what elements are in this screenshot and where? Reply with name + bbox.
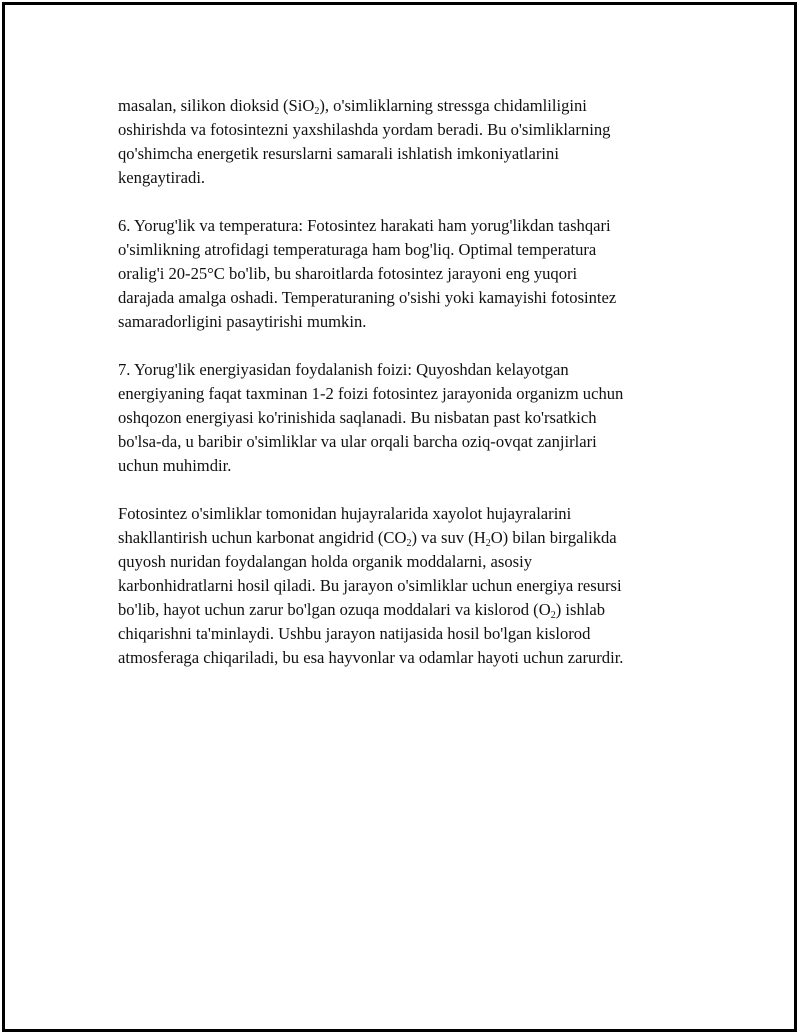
text-line [118, 94, 698, 118]
text-run: bo'lib, hayot uchun zarur bo'lgan ozuqa moddalari va kislorod (O [118, 600, 551, 619]
text-line [118, 454, 698, 478]
text-line [118, 646, 698, 670]
text-line [118, 142, 698, 166]
text-line [118, 526, 698, 550]
text-run: oshqozon energiyasi ko'rinishida saqlanadi. Bu nisbatan past ko'rsatkich [118, 408, 597, 427]
subscript: 2 [550, 610, 556, 621]
text-run: quyosh nuridan foydalangan holda organik moddalarni, asosiy [118, 552, 532, 571]
text-run: atmosferaga chiqariladi, bu esa hayvonlar va odamlar hayoti uchun zarurdir. [118, 648, 624, 667]
text-line [118, 502, 698, 526]
text-line [118, 598, 698, 622]
text-run: chiqarishni ta'minlaydi. Ushbu jarayon natijasida hosil bo'lgan kislorod [118, 624, 591, 643]
text-run: oshirishda va fotosintezni yaxshilashda yordam beradi. Bu o'simliklarning [118, 120, 611, 139]
subscript: 2 [314, 106, 320, 117]
text-run: Fotosintez o'simliklar tomonidan hujayralarida xayolot hujayralarini [118, 504, 572, 523]
text-run: bo'lsa-da, u baribir o'simliklar va ular orqali barcha oziq-ovqat zanjirlari [118, 432, 597, 451]
text-line [118, 310, 698, 334]
text-line [118, 118, 698, 142]
text-line [118, 574, 698, 598]
text-run: 7. Yorug'lik energiyasidan foydalanish foizi: Quyoshdan kelayotgan [118, 360, 569, 379]
text-line [118, 622, 698, 646]
paragraph [118, 502, 698, 670]
text-line [118, 382, 698, 406]
paragraph [118, 94, 698, 190]
text-run: o'simlikning atrofidagi temperaturaga ham bog'liq. Optimal temperatura [118, 240, 597, 259]
text-run: shakllantirish uchun karbonat angidrid (CO [118, 528, 407, 547]
text-run: 6. Yorug'lik va temperatura: Fotosintez harakati ham yorug'likdan tashqari [118, 216, 611, 235]
text-line [118, 358, 698, 382]
text-line [118, 286, 698, 310]
text-line [118, 166, 698, 190]
text-run: samaradorligini pasaytirishi mumkin. [118, 312, 367, 331]
text-run: kengaytiradi. [118, 168, 206, 187]
text-run: ), o'simliklarning stressga chidamliligini [319, 96, 587, 115]
text-line [118, 262, 698, 286]
text-line [118, 214, 698, 238]
subscript: 2 [406, 538, 412, 549]
text-line [118, 550, 698, 574]
text-run: darajada amalga oshadi. Temperaturaning o'sishi yoki kamayishi fotosintez [118, 288, 617, 307]
text-run: uchun muhimdir. [118, 456, 232, 475]
text-run: ) ishlab [555, 600, 606, 619]
text-run: O) bilan birgalikda [490, 528, 617, 547]
subscript: 2 [485, 538, 491, 549]
text-run: ) va suv (H [411, 528, 486, 547]
text-run: qo'shimcha energetik resurslarni samarali ishlatish imkoniyatlarini [118, 144, 559, 163]
text-run: karbonhidratlarni hosil qiladi. Bu jarayon o'simliklar uchun energiya resursi [118, 576, 622, 595]
text-run: energiyaning faqat taxminan 1-2 foizi fotosintez jarayonida organizm uchun [118, 384, 624, 403]
paragraph [118, 358, 698, 478]
text-run: masalan, silikon dioksid (SiO [118, 96, 315, 115]
text-line [118, 430, 698, 454]
document-body [118, 94, 698, 694]
text-line [118, 238, 698, 262]
text-line [118, 406, 698, 430]
text-run: oralig'i 20-25°C bo'lib, bu sharoitlarda fotosintez jarayoni eng yuqori [118, 264, 578, 283]
paragraph [118, 214, 698, 334]
